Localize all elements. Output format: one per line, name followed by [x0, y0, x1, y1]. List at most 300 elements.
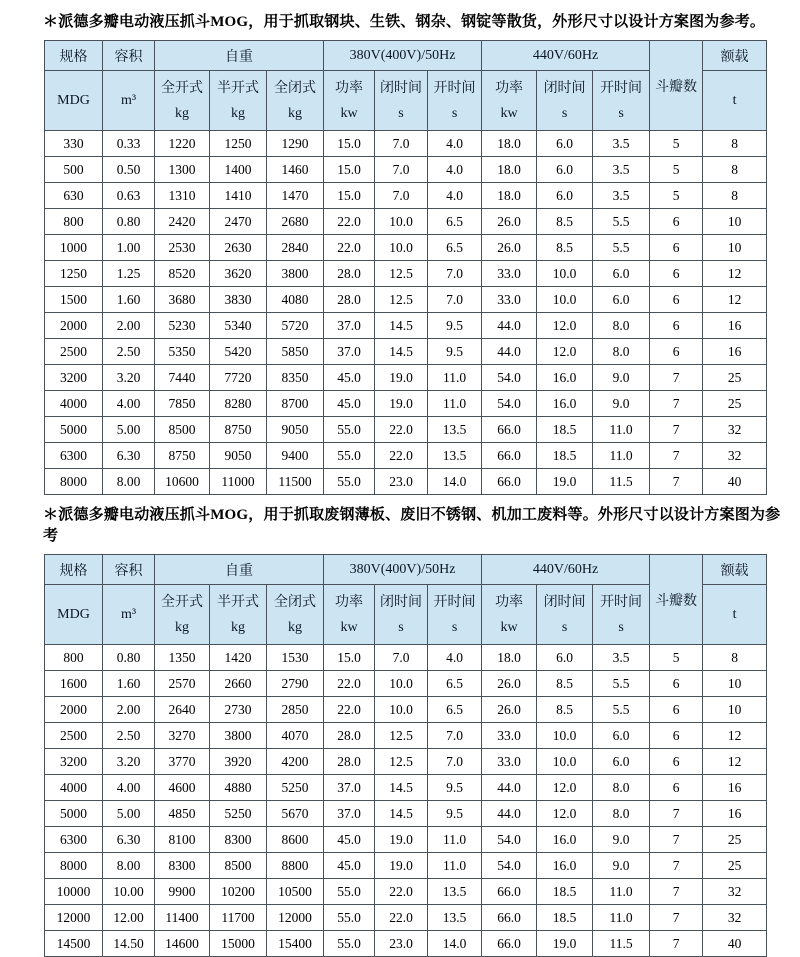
table-cell: 1250 — [210, 131, 267, 157]
table-cell: 8 — [703, 157, 767, 183]
table-cell: 8300 — [210, 827, 267, 853]
table-cell: 5250 — [267, 775, 324, 801]
table-cell: 11400 — [155, 905, 210, 931]
table-cell: 2.00 — [103, 697, 155, 723]
table-cell: 4600 — [155, 775, 210, 801]
table-cell: 6 — [650, 723, 703, 749]
table-row — [45, 931, 767, 957]
half-open-label: 半开式 — [217, 80, 259, 96]
table-cell: 9400 — [267, 443, 324, 469]
table-cell: 3920 — [210, 749, 267, 775]
table-cell: 22.0 — [375, 417, 428, 443]
table-cell: 9.5 — [428, 313, 482, 339]
table-cell: 11.0 — [593, 879, 650, 905]
table-cell: 28.0 — [324, 723, 375, 749]
table-cell: 33.0 — [482, 261, 537, 287]
table-cell: 11.0 — [428, 391, 482, 417]
table-cell: 4000 — [45, 775, 103, 801]
table-cell: 4200 — [267, 749, 324, 775]
table2-header — [45, 555, 767, 645]
section2-title: ＊派德多瓣电动液压抓斗MOG，用于抓取废钢薄板、废旧不锈钢、机加工废料等。外形尺寸以设计方案图为参考 — [43, 507, 781, 544]
table-cell: 7.0 — [428, 723, 482, 749]
kg-unit-label: kg — [231, 619, 245, 635]
full-open-label: 全开式 — [161, 594, 203, 610]
table-cell: 1310 — [155, 183, 210, 209]
table-cell: 22.0 — [375, 879, 428, 905]
table-cell: 15.0 — [324, 157, 375, 183]
table-cell: 10200 — [210, 879, 267, 905]
s-unit-label: s — [618, 619, 624, 635]
table-cell: 5.5 — [593, 671, 650, 697]
table-cell: 11000 — [210, 469, 267, 495]
table-cell: 4.0 — [428, 183, 482, 209]
table-cell: 7 — [650, 801, 703, 827]
open-time-label: 开时间 — [433, 80, 476, 96]
table-row — [45, 723, 767, 749]
table-cell: 1.25 — [103, 261, 155, 287]
table-cell: 5230 — [155, 313, 210, 339]
col-header-capacity: 容积 — [103, 41, 155, 71]
table-cell: 0.63 — [103, 183, 155, 209]
close-time-label: 闭时间 — [380, 80, 423, 96]
table-cell: 26.0 — [482, 697, 537, 723]
table-cell: 16.0 — [537, 827, 593, 853]
table-cell: 800 — [45, 209, 103, 235]
table-cell: 6.30 — [103, 443, 155, 469]
table-cell: 15000 — [210, 931, 267, 957]
table-cell: 23.0 — [375, 469, 428, 495]
table-cell: 8 — [703, 183, 767, 209]
table-row — [45, 391, 767, 417]
table-cell: 26.0 — [482, 235, 537, 261]
power-label: 功率 — [495, 80, 524, 96]
table-row — [45, 697, 767, 723]
table-cell: 55.0 — [324, 931, 375, 957]
section1-title: ＊派德多瓣电动液压抓斗MOG，用于抓取钢块、生铁、钢杂、钢锭等散货，外形尺寸以设计方案图为参考。 — [43, 14, 766, 30]
table-cell: 6.5 — [428, 209, 482, 235]
table-cell: 10.0 — [375, 209, 428, 235]
table-cell: 14.50 — [103, 931, 155, 957]
table-row — [45, 853, 767, 879]
table-cell: 66.0 — [482, 879, 537, 905]
col-header-open-time-380 — [428, 71, 482, 131]
table-cell: 12.0 — [537, 339, 593, 365]
table-cell: 1410 — [210, 183, 267, 209]
table-cell: 55.0 — [324, 469, 375, 495]
table-cell: 9.0 — [593, 827, 650, 853]
table-cell: 10 — [703, 671, 767, 697]
table-cell: 45.0 — [324, 365, 375, 391]
table-cell: 18.5 — [537, 879, 593, 905]
table-cell: 19.0 — [375, 853, 428, 879]
table-cell: 45.0 — [324, 391, 375, 417]
table-cell: 2570 — [155, 671, 210, 697]
table-cell: 0.80 — [103, 209, 155, 235]
table-cell: 7720 — [210, 365, 267, 391]
table-cell: 1.60 — [103, 287, 155, 313]
table-cell: 8.5 — [537, 235, 593, 261]
table-cell: 6.0 — [593, 749, 650, 775]
table-cell: 6 — [650, 261, 703, 287]
col-header-capacity-unit: m³ — [103, 585, 155, 645]
table-cell: 19.0 — [375, 365, 428, 391]
table-cell: 2500 — [45, 339, 103, 365]
table-cell: 7.0 — [428, 749, 482, 775]
table-cell: 16 — [703, 313, 767, 339]
table-cell: 12.00 — [103, 905, 155, 931]
table-cell: 10000 — [45, 879, 103, 905]
close-time-label: 闭时间 — [543, 594, 586, 610]
table-cell: 37.0 — [324, 339, 375, 365]
table-cell: 32 — [703, 417, 767, 443]
table-cell: 40 — [703, 469, 767, 495]
table-cell: 3800 — [267, 261, 324, 287]
table-cell: 32 — [703, 443, 767, 469]
table-cell: 6 — [650, 209, 703, 235]
table-row — [45, 313, 767, 339]
table-cell: 4.0 — [428, 131, 482, 157]
table-cell: 0.33 — [103, 131, 155, 157]
s-unit-label: s — [398, 619, 404, 635]
table-cell: 4880 — [210, 775, 267, 801]
s-unit-label: s — [398, 105, 404, 121]
s-unit-label: s — [618, 105, 624, 121]
col-header-rated-load-unit: t — [703, 585, 767, 645]
table-row — [45, 365, 767, 391]
table-cell: 18.5 — [537, 417, 593, 443]
table-cell: 7850 — [155, 391, 210, 417]
table-cell: 8300 — [155, 853, 210, 879]
table-cell: 11.0 — [593, 443, 650, 469]
kw-unit-label: kw — [340, 105, 358, 121]
table-cell: 1.60 — [103, 671, 155, 697]
table-cell: 6 — [650, 697, 703, 723]
full-closed-label: 全闭式 — [274, 80, 317, 96]
table-cell: 10500 — [267, 879, 324, 905]
col-header-full-open — [155, 71, 210, 131]
col-header-capacity-unit: m³ — [103, 71, 155, 131]
table-cell: 10.0 — [537, 261, 593, 287]
table-cell: 7 — [650, 365, 703, 391]
table-cell: 28.0 — [324, 261, 375, 287]
table-cell: 15.0 — [324, 645, 375, 671]
table-cell: 5340 — [210, 313, 267, 339]
table-cell: 3.20 — [103, 749, 155, 775]
table-cell: 2630 — [210, 235, 267, 261]
table-cell: 23.0 — [375, 931, 428, 957]
table-cell: 6.0 — [593, 287, 650, 313]
table-cell: 37.0 — [324, 313, 375, 339]
table-cell: 18.5 — [537, 905, 593, 931]
col-header-rated-load-unit: t — [703, 71, 767, 131]
table-cell: 8500 — [210, 853, 267, 879]
table-cell: 19.0 — [537, 931, 593, 957]
table-cell: 12 — [703, 287, 767, 313]
table-cell: 7 — [650, 391, 703, 417]
col-header-blades: 斗瓣数 — [650, 555, 703, 645]
table-cell: 12.0 — [537, 801, 593, 827]
table-cell: 11.0 — [428, 853, 482, 879]
table-cell: 3.5 — [593, 183, 650, 209]
table-cell: 7.0 — [375, 131, 428, 157]
table-cell: 10.0 — [375, 671, 428, 697]
col-header-spec: 规格 — [45, 41, 103, 71]
table-cell: 0.50 — [103, 157, 155, 183]
table-cell: 11.0 — [593, 417, 650, 443]
col-group-380v: 380V(400V)/50Hz — [324, 41, 482, 71]
table-cell: 1220 — [155, 131, 210, 157]
table-cell: 800 — [45, 645, 103, 671]
table-cell: 2420 — [155, 209, 210, 235]
table-row — [45, 879, 767, 905]
table-cell: 3200 — [45, 749, 103, 775]
table-cell: 37.0 — [324, 801, 375, 827]
table-cell: 12.0 — [537, 313, 593, 339]
table-cell: 2470 — [210, 209, 267, 235]
kg-unit-label: kg — [288, 619, 303, 635]
table-row — [45, 645, 767, 671]
table-cell: 10600 — [155, 469, 210, 495]
table-cell: 5 — [650, 645, 703, 671]
col-header-spec: 规格 — [45, 555, 103, 585]
open-time-label: 开时间 — [600, 594, 643, 610]
table-cell: 2790 — [267, 671, 324, 697]
table-cell: 1000 — [45, 235, 103, 261]
col-header-half-open — [210, 71, 267, 131]
table-cell: 8.5 — [537, 697, 593, 723]
table-cell: 1400 — [210, 157, 267, 183]
table-cell: 8520 — [155, 261, 210, 287]
table-cell: 14.0 — [428, 469, 482, 495]
table-cell: 13.5 — [428, 417, 482, 443]
table-cell: 26.0 — [482, 209, 537, 235]
table-cell: 33.0 — [482, 749, 537, 775]
table-cell: 7.0 — [375, 183, 428, 209]
table-row — [45, 287, 767, 313]
table-cell: 2000 — [45, 697, 103, 723]
table-row — [45, 469, 767, 495]
table-cell: 7.0 — [428, 287, 482, 313]
table-cell: 9.0 — [593, 391, 650, 417]
table-cell: 6300 — [45, 443, 103, 469]
table-cell: 12 — [703, 723, 767, 749]
full-open-label: 全开式 — [161, 80, 203, 96]
table-cell: 11.0 — [428, 827, 482, 853]
table-cell: 5850 — [267, 339, 324, 365]
table-cell: 2530 — [155, 235, 210, 261]
table-cell: 28.0 — [324, 749, 375, 775]
table-cell: 1470 — [267, 183, 324, 209]
col-header-power-380 — [324, 585, 375, 645]
table-cell: 5.00 — [103, 417, 155, 443]
table-cell: 1460 — [267, 157, 324, 183]
table-cell: 8280 — [210, 391, 267, 417]
table-cell: 5 — [650, 131, 703, 157]
col-header-close-time-440 — [537, 71, 593, 131]
col-group-440v: 440V/60Hz — [482, 41, 650, 71]
table-cell: 2.00 — [103, 313, 155, 339]
table-cell: 5350 — [155, 339, 210, 365]
table-cell: 19.0 — [375, 827, 428, 853]
table-cell: 12000 — [267, 905, 324, 931]
table-cell: 8.0 — [593, 775, 650, 801]
col-header-close-time-440 — [537, 585, 593, 645]
close-time-label: 闭时间 — [543, 80, 586, 96]
table-cell: 4070 — [267, 723, 324, 749]
table-cell: 54.0 — [482, 391, 537, 417]
table-cell: 8.0 — [593, 801, 650, 827]
table-cell: 9.5 — [428, 775, 482, 801]
open-time-label: 开时间 — [600, 80, 643, 96]
table-cell: 1420 — [210, 645, 267, 671]
table-cell: 7 — [650, 853, 703, 879]
table-row — [45, 417, 767, 443]
table-cell: 6 — [650, 339, 703, 365]
table-cell: 12.5 — [375, 287, 428, 313]
table-cell: 10.0 — [537, 749, 593, 775]
table-cell: 15400 — [267, 931, 324, 957]
table-cell: 2640 — [155, 697, 210, 723]
table-cell: 6.30 — [103, 827, 155, 853]
table-row — [45, 235, 767, 261]
table-cell: 14.5 — [375, 775, 428, 801]
table-cell: 14500 — [45, 931, 103, 957]
table-cell: 16 — [703, 775, 767, 801]
power-label: 功率 — [335, 594, 364, 610]
table-cell: 2.50 — [103, 723, 155, 749]
table-cell: 66.0 — [482, 931, 537, 957]
table-cell: 8000 — [45, 853, 103, 879]
table-cell: 6 — [650, 775, 703, 801]
table-cell: 25 — [703, 391, 767, 417]
table-cell: 10 — [703, 209, 767, 235]
table-cell: 330 — [45, 131, 103, 157]
kg-unit-label: kg — [175, 105, 189, 121]
table-cell: 3680 — [155, 287, 210, 313]
table-cell: 14.5 — [375, 313, 428, 339]
table-cell: 16 — [703, 801, 767, 827]
open-time-label: 开时间 — [433, 594, 476, 610]
table-cell: 14.5 — [375, 339, 428, 365]
spec-table-1 — [44, 40, 767, 495]
table-cell: 7 — [650, 905, 703, 931]
table-cell: 22.0 — [324, 235, 375, 261]
table-cell: 16.0 — [537, 853, 593, 879]
table-cell: 1.00 — [103, 235, 155, 261]
table-cell: 4080 — [267, 287, 324, 313]
col-header-power-440 — [482, 585, 537, 645]
table-cell: 6 — [650, 671, 703, 697]
col-header-open-time-380 — [428, 585, 482, 645]
col-header-spec-unit: MDG — [45, 71, 103, 131]
table-cell: 1500 — [45, 287, 103, 313]
table-cell: 55.0 — [324, 905, 375, 931]
table-cell: 8800 — [267, 853, 324, 879]
table-cell: 55.0 — [324, 879, 375, 905]
col-header-rated-load: 额载 — [703, 555, 767, 585]
kg-unit-label: kg — [175, 619, 189, 635]
table-cell: 11.0 — [593, 905, 650, 931]
spec-table-2 — [44, 554, 767, 957]
table-cell: 7 — [650, 827, 703, 853]
table-cell: 5670 — [267, 801, 324, 827]
table-cell: 2660 — [210, 671, 267, 697]
table-cell: 9050 — [267, 417, 324, 443]
table-cell: 2840 — [267, 235, 324, 261]
table1-body — [45, 131, 767, 495]
col-group-self-weight: 自重 — [155, 555, 324, 585]
table-cell: 10 — [703, 697, 767, 723]
table-cell: 66.0 — [482, 469, 537, 495]
table-cell: 12.5 — [375, 261, 428, 287]
table-cell: 3.5 — [593, 645, 650, 671]
table-cell: 7.0 — [428, 261, 482, 287]
table-cell: 5000 — [45, 417, 103, 443]
table-cell: 1600 — [45, 671, 103, 697]
table-cell: 66.0 — [482, 443, 537, 469]
table-cell: 3800 — [210, 723, 267, 749]
table-cell: 6300 — [45, 827, 103, 853]
table-cell: 8.0 — [593, 313, 650, 339]
table-cell: 4000 — [45, 391, 103, 417]
table-cell: 1250 — [45, 261, 103, 287]
table-cell: 630 — [45, 183, 103, 209]
table-cell: 44.0 — [482, 313, 537, 339]
table-cell: 3200 — [45, 365, 103, 391]
table-cell: 9.0 — [593, 853, 650, 879]
table-cell: 2000 — [45, 313, 103, 339]
kw-unit-label: kw — [500, 105, 518, 121]
table1-header — [45, 41, 767, 131]
table-cell: 8600 — [267, 827, 324, 853]
table-cell: 10.0 — [375, 235, 428, 261]
col-header-open-time-440 — [593, 585, 650, 645]
table-cell: 10.0 — [537, 723, 593, 749]
kw-unit-label: kw — [340, 619, 358, 635]
table-cell: 12.0 — [537, 775, 593, 801]
table-cell: 5.00 — [103, 801, 155, 827]
kw-unit-label: kw — [500, 619, 518, 635]
table-cell: 8.5 — [537, 209, 593, 235]
table-cell: 25 — [703, 365, 767, 391]
table-cell: 22.0 — [324, 697, 375, 723]
table-cell: 55.0 — [324, 443, 375, 469]
col-group-self-weight: 自重 — [155, 41, 324, 71]
col-group-440v: 440V/60Hz — [482, 555, 650, 585]
table-cell: 25 — [703, 853, 767, 879]
table-cell: 18.0 — [482, 183, 537, 209]
table-cell: 6.0 — [593, 723, 650, 749]
power-label: 功率 — [335, 80, 364, 96]
table-cell: 5 — [650, 183, 703, 209]
table-cell: 2850 — [267, 697, 324, 723]
table-cell: 32 — [703, 905, 767, 931]
table-cell: 8 — [703, 645, 767, 671]
s-unit-label: s — [561, 619, 568, 635]
table-cell: 8.00 — [103, 853, 155, 879]
table-cell: 6.0 — [537, 131, 593, 157]
power-label: 功率 — [495, 594, 524, 610]
table-cell: 2.50 — [103, 339, 155, 365]
table-cell: 55.0 — [324, 417, 375, 443]
table-cell: 0.80 — [103, 645, 155, 671]
table-cell: 8750 — [210, 417, 267, 443]
table-cell: 6 — [650, 313, 703, 339]
table-cell: 18.0 — [482, 131, 537, 157]
table-cell: 1350 — [155, 645, 210, 671]
table-cell: 22.0 — [324, 209, 375, 235]
table-cell: 9900 — [155, 879, 210, 905]
